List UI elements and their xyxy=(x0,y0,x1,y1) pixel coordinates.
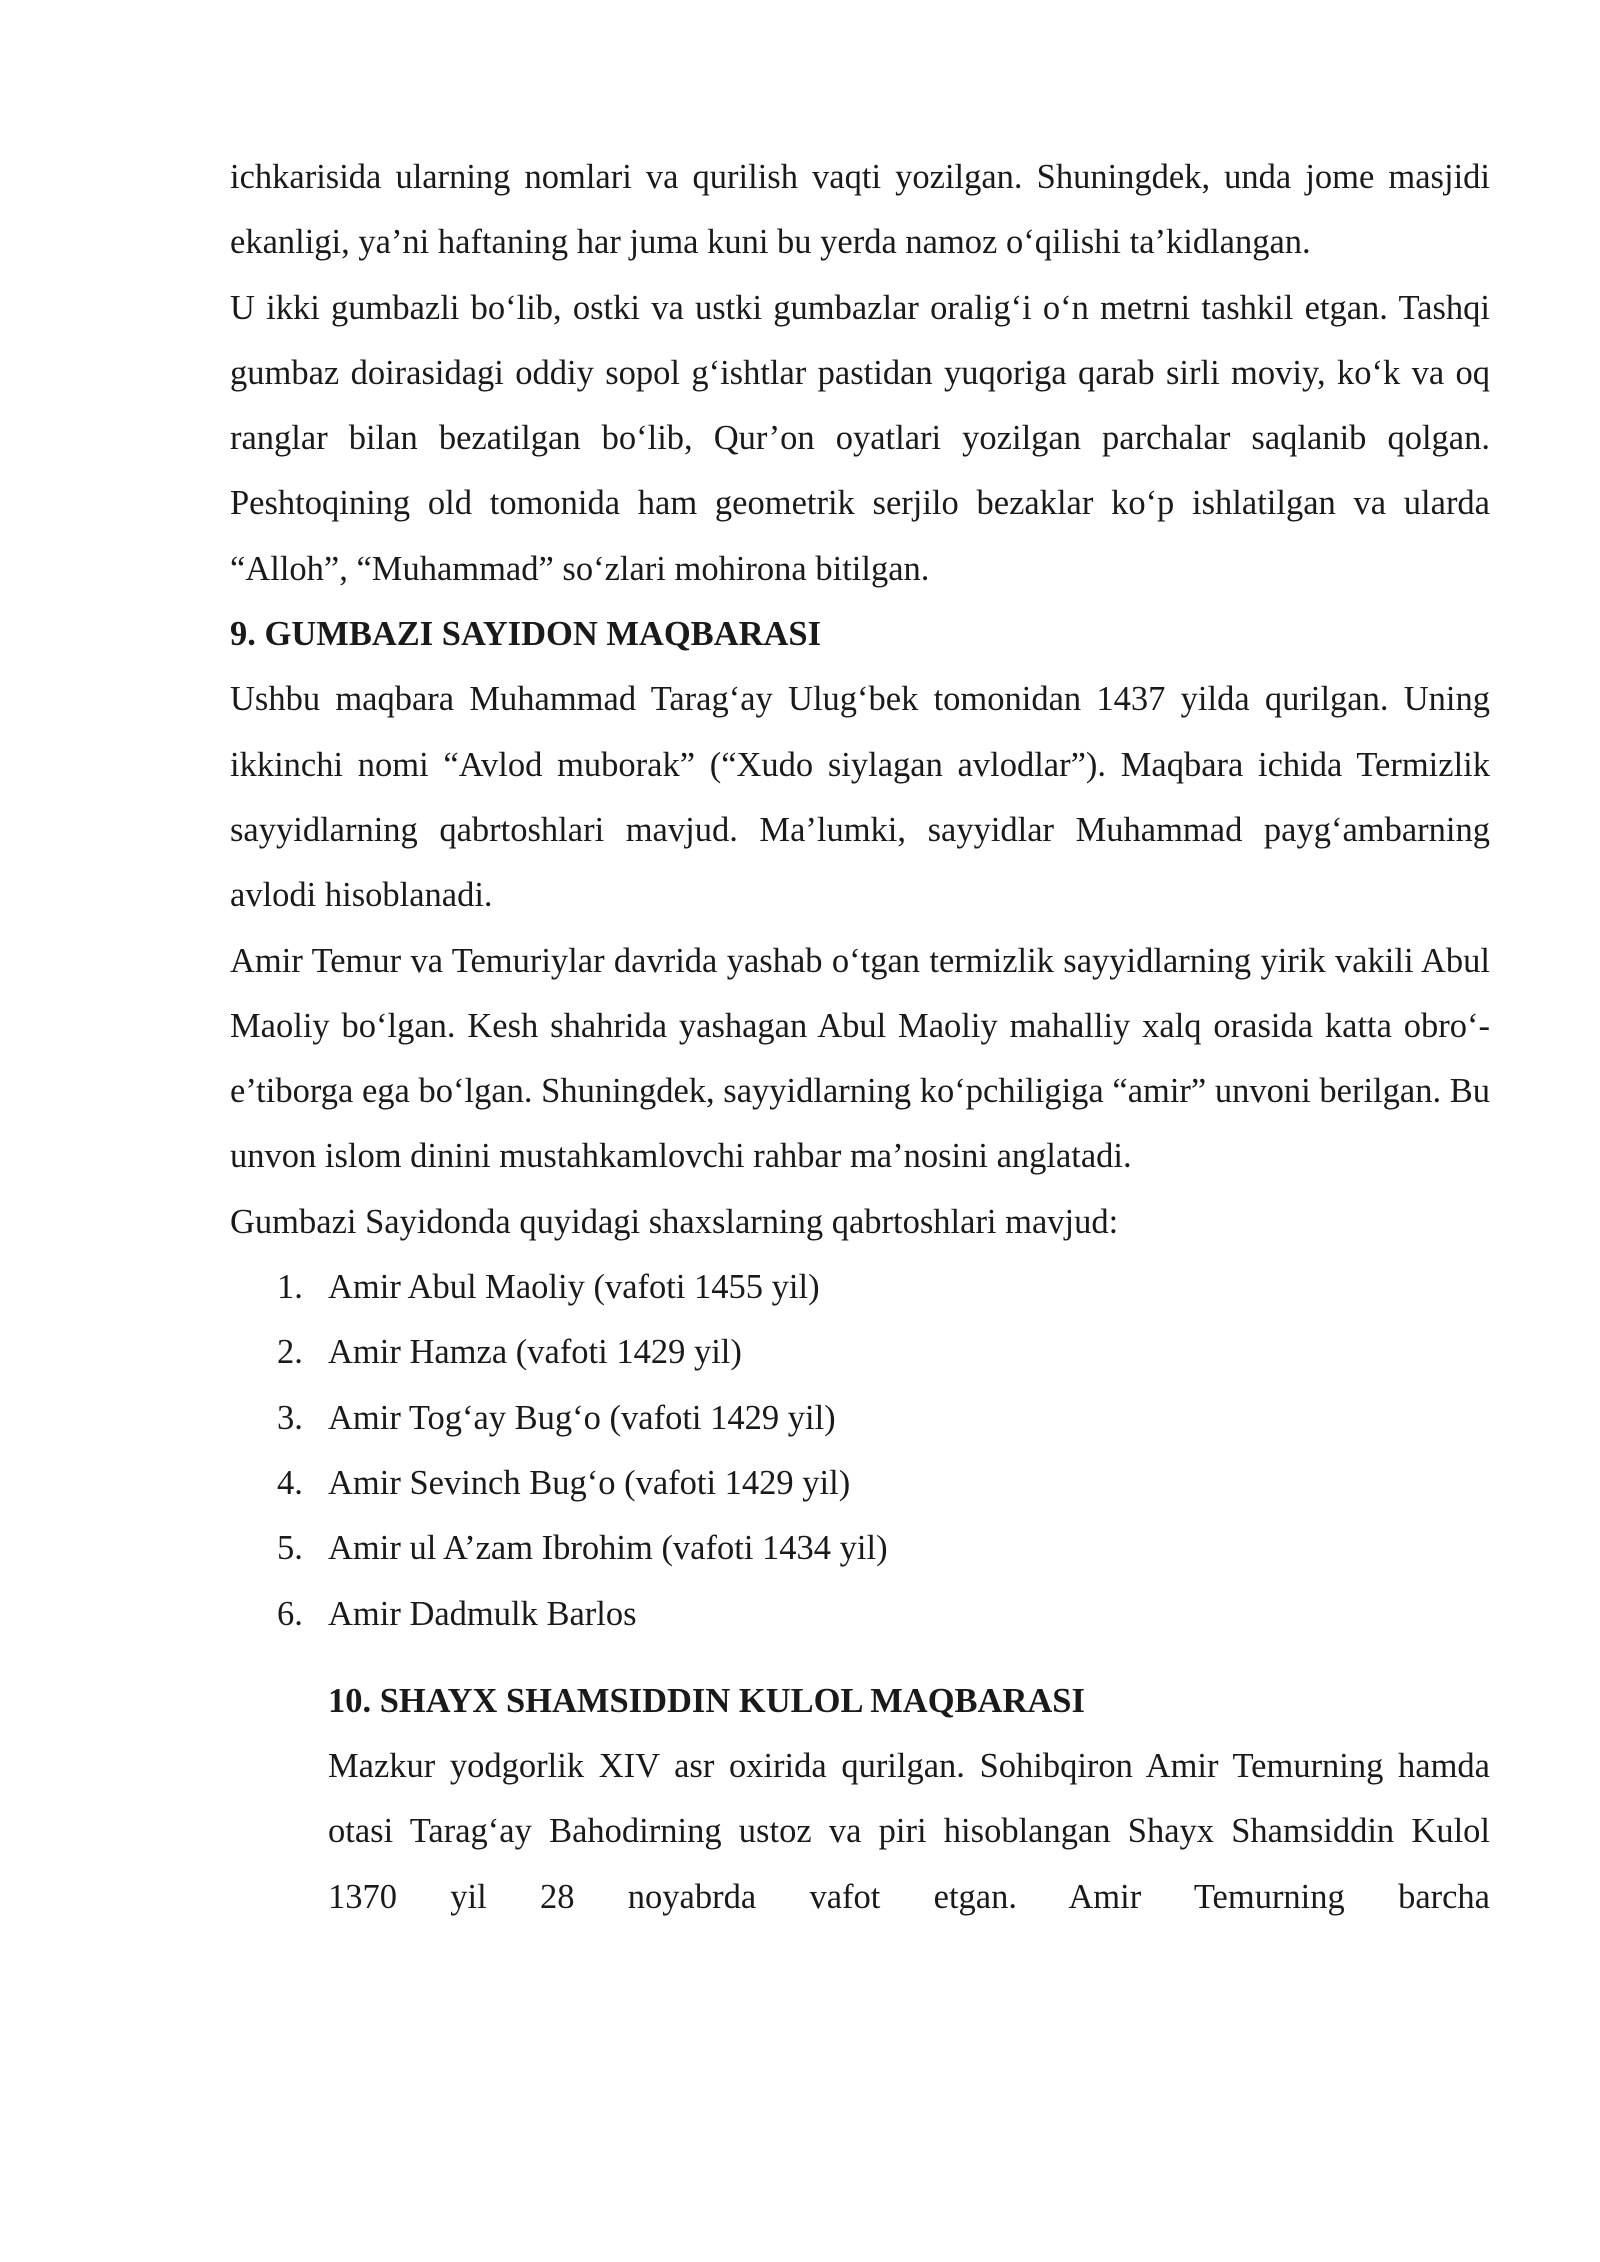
list-item-text: Amir Tog‘ay Bug‘o (vafoti 1429 yil) xyxy=(328,1398,836,1437)
list-item-text: Amir Abul Maoliy (vafoti 1455 yil) xyxy=(328,1268,820,1307)
document-page xyxy=(230,145,1490,1930)
list-number: 1. xyxy=(277,1268,303,1307)
list-item-text: Amir Dadmulk Barlos xyxy=(328,1594,637,1633)
section-heading: 10. SHAYX SHAMSIDDIN KULOL MAQBARASI xyxy=(328,1681,1085,1720)
list-number: 3. xyxy=(277,1398,303,1437)
list-number: 5. xyxy=(277,1529,303,1568)
list-item-text: Amir ul A’zam Ibrohim (vafoti 1434 yil) xyxy=(328,1529,888,1568)
paragraph: Ushbu maqbara Muhammad Tarag‘ay Ulug‘bek tomonidan 1437 yilda qurilgan. Uning ikkinchi nomi “Avlod muborak” (“Xudo siylagan avlodlar”). Maqbara ichida Termizlik sayyidlarning qabrtoshlari mavjud. Ma’lumki, sayyidlar Muhammad payg‘ambarning avlodi hisoblanadi. xyxy=(230,680,1490,915)
paragraph: ichkarisida ularning nomlari va qurilish vaqti yozilgan. Shuningdek, unda jome masjidi ekanligi, ya’ni haftaning har juma kuni bu yerda namoz o‘qilishi ta’kidlangan. xyxy=(230,158,1490,262)
section-heading: 9. GUMBAZI SAYIDON MAQBARASI xyxy=(230,615,822,654)
list-item xyxy=(230,1320,1490,1385)
list-item xyxy=(230,1582,1490,1647)
section-gumbazi-sayidon xyxy=(230,602,1490,1647)
list-item-text: Amir Sevinch Bug‘o (vafoti 1429 yil) xyxy=(328,1463,851,1502)
gravestone-list xyxy=(230,1255,1490,1647)
list-number: 6. xyxy=(277,1594,303,1633)
list-number: 4. xyxy=(277,1463,303,1502)
paragraph: Amir Temur va Temuriylar davrida yashab o‘tgan termizlik sayyidlarning yirik vakili Abul Maoliy bo‘lgan. Kesh shahrida yashagan Abul Maoliy mahalliy xalq orasida katta obro‘-e’tiborga ega bo‘lgan. Shuningdek, sayyidlarning ko‘pchiligiga “amir” unvoni berilgan. Bu unvon islom dinini mustahkamlovchi rahbar ma’nosini anglatadi. xyxy=(230,941,1490,1176)
section-shayx-shamsiddin-kulol xyxy=(230,1669,1490,1930)
list-item-text: Amir Hamza (vafoti 1429 yil) xyxy=(328,1333,742,1372)
list-item xyxy=(230,1516,1490,1581)
paragraph: U ikki gumbazli bo‘lib, ostki va ustki gumbazlar oralig‘i o‘n metrni tashkil etgan. Tashqi gumbaz doirasidagi oddiy sopol g‘ishtlar pastidan yuqoriga qarab sirli moviy, ko‘k va oq ranglar bilan bezatilgan bo‘lib, Qur’on oyatlari yozilgan parchalar saqlanib qolgan. Peshtoqining old tomonida ham geometrik serjilo bezaklar ko‘p ishlatilgan va ularda “Alloh”, “Muhammad” so‘zlari mohirona bitilgan. xyxy=(230,288,1490,588)
list-number: 2. xyxy=(277,1333,303,1372)
list-item xyxy=(230,1451,1490,1516)
paragraph: Mazkur yodgorlik XIV asr oxirida qurilgan. Sohibqiron Amir Temurning hamda otasi Tarag‘ay Bahodirning ustoz va piri hisoblangan Shayx Shamsiddin Kulol 1370 yil 28 noyabrda vafot etgan. Amir Temurning barcha xyxy=(328,1747,1490,1916)
list-item xyxy=(230,1386,1490,1451)
paragraph: Gumbazi Sayidonda quyidagi shaxslarning qabrtoshlari mavjud: xyxy=(230,1202,1119,1241)
list-item xyxy=(230,1255,1490,1320)
